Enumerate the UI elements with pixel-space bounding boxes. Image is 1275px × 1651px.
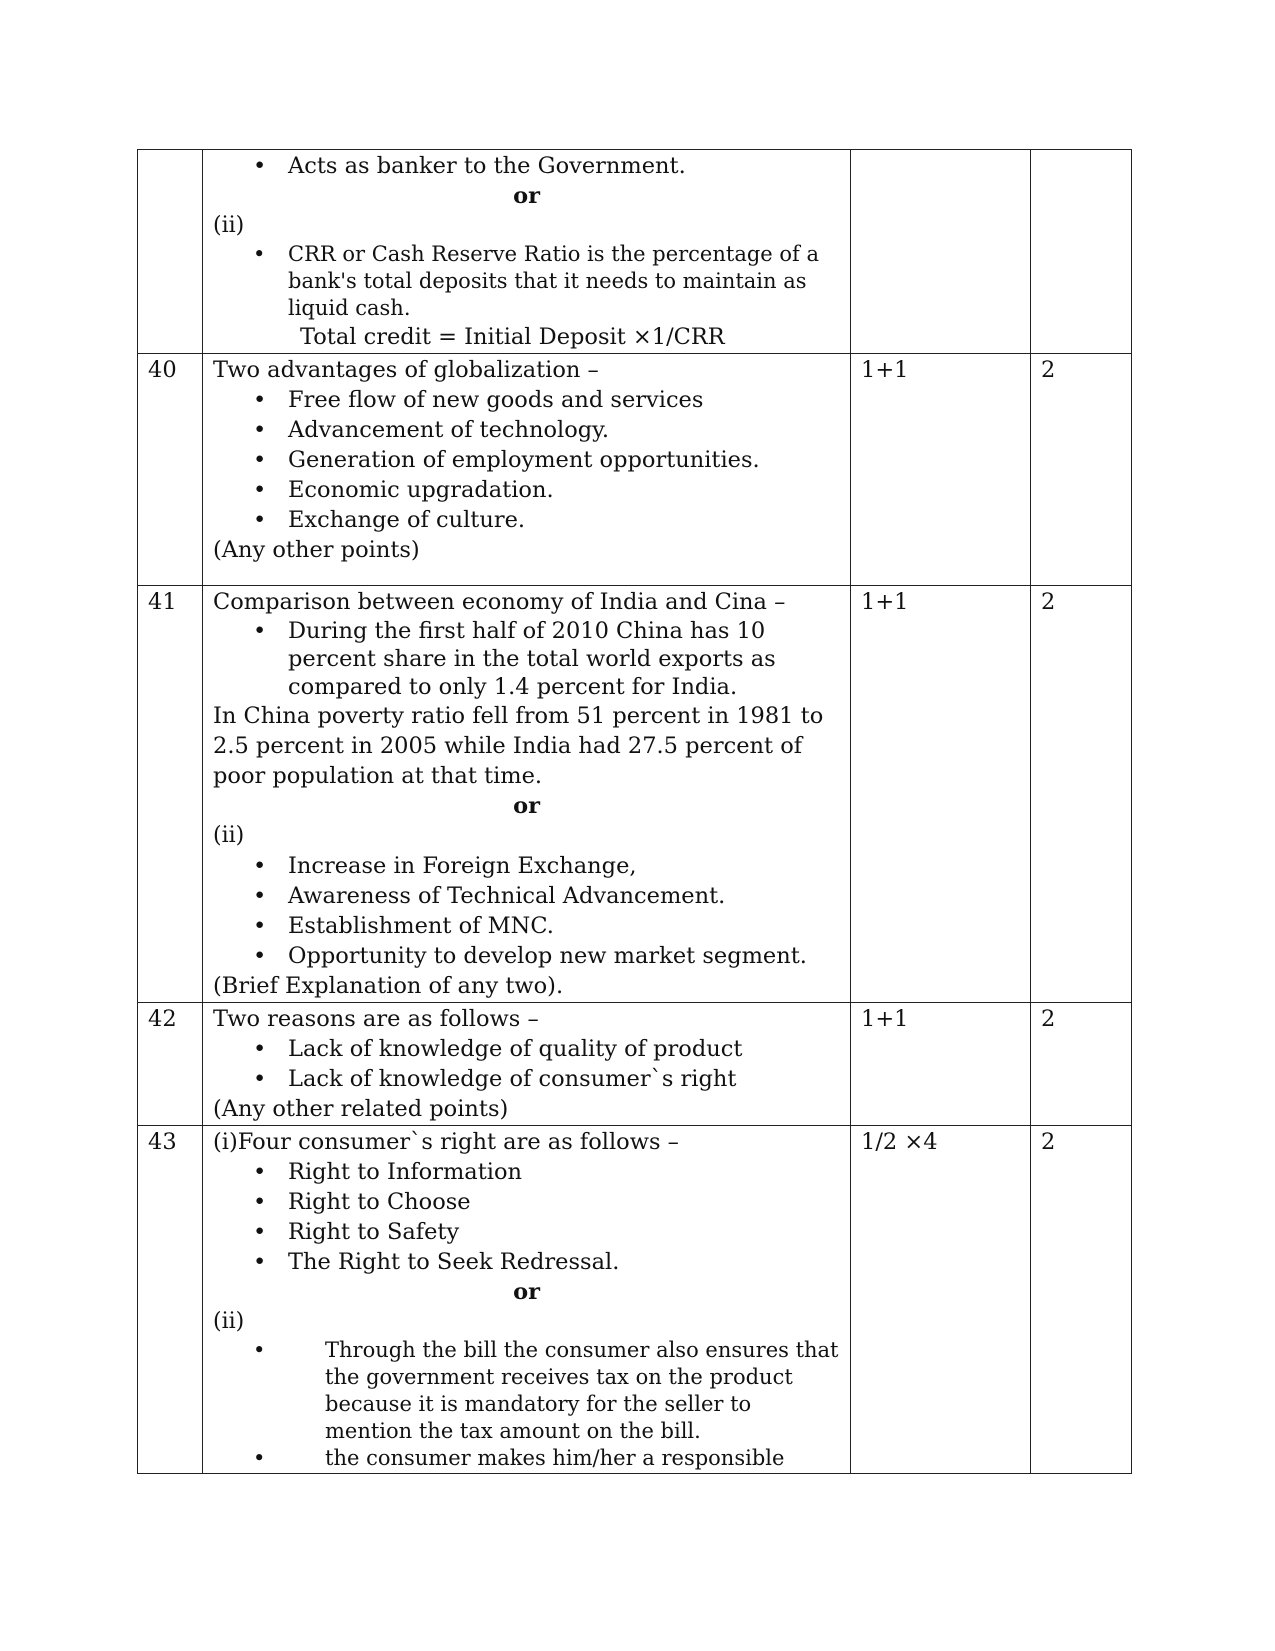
bullet-item: • During the first half of 2010 China has 10 percent share in the total world exports as compared to only 1.4 percent for India. bbox=[213, 617, 840, 701]
bullet-item: • Free flow of new goods and services bbox=[213, 385, 840, 415]
sub-part-label: (ii) bbox=[213, 1309, 245, 1334]
answer-heading: Two reasons are as follows – bbox=[213, 1006, 539, 1032]
question-number: 42 bbox=[138, 1003, 203, 1126]
answer-cell bbox=[203, 1003, 851, 1126]
marks-split: 1+1 bbox=[851, 354, 1031, 586]
sub-part-label: (ii) bbox=[213, 213, 245, 238]
bullet-item: • Increase in Foreign Exchange, bbox=[213, 851, 840, 881]
question-number: 40 bbox=[138, 354, 203, 586]
bullet-item: • Lack of knowledge of consumer`s right bbox=[213, 1064, 840, 1094]
marks-split bbox=[851, 150, 1031, 354]
total-marks: 2 bbox=[1031, 354, 1132, 586]
marks-split: 1+1 bbox=[851, 1003, 1031, 1126]
formula: Total credit = Initial Deposit ×1/CRR bbox=[300, 324, 725, 350]
marks-split: 1+1 bbox=[851, 586, 1031, 1003]
table-row bbox=[138, 1003, 1132, 1126]
or-separator: or bbox=[513, 183, 540, 209]
answer-note: (Any other related points) bbox=[213, 1096, 509, 1122]
answer-paragraph: In China poverty ratio fell from 51 percent in 1981 to 2.5 percent in 2005 while India had 27.5 percent of poor population at that time. bbox=[213, 703, 824, 789]
or-separator: or bbox=[513, 793, 540, 819]
bullet-item: • Lack of knowledge of quality of product bbox=[213, 1034, 840, 1064]
bullet-item: • Right to Safety bbox=[213, 1217, 840, 1247]
table-row bbox=[138, 150, 1132, 354]
bullet-item: • Establishment of MNC. bbox=[213, 911, 840, 941]
answer-cell bbox=[203, 1126, 851, 1474]
total-marks: 2 bbox=[1031, 586, 1132, 1003]
answer-note: (Any other points) bbox=[213, 537, 420, 563]
bullet-item: • the consumer makes him/her a responsible bbox=[213, 1445, 840, 1472]
answer-cell bbox=[203, 586, 851, 1003]
question-number: 41 bbox=[138, 586, 203, 1003]
total-marks bbox=[1031, 150, 1132, 354]
answer-heading: Comparison between economy of India and Cina – bbox=[213, 589, 786, 615]
answer-cell bbox=[203, 150, 851, 354]
bullet-item: • CRR or Cash Reserve Ratio is the percentage of a bank's total deposits that it needs to maintain as liquid cash. bbox=[213, 241, 840, 322]
total-marks: 2 bbox=[1031, 1126, 1132, 1474]
marks-split: 1/2 ×4 bbox=[851, 1126, 1031, 1474]
bullet-item: • Right to Information bbox=[213, 1157, 840, 1187]
question-number bbox=[138, 150, 203, 354]
bullet-item: • Exchange of culture. bbox=[213, 505, 840, 535]
bullet-item: • Awareness of Technical Advancement. bbox=[213, 881, 840, 911]
or-separator: or bbox=[513, 1279, 540, 1305]
bullet-item: • The Right to Seek Redressal. bbox=[213, 1247, 840, 1277]
bullet-item: • Opportunity to develop new market segment. bbox=[213, 941, 840, 971]
bullet-item: • Acts as banker to the Government. bbox=[213, 151, 840, 181]
bullet-item: • Economic upgradation. bbox=[213, 475, 840, 505]
bullet-item: • Through the bill the consumer also ensures that the government receives tax on the product because it is mandatory for the seller to mention the tax amount on the bill. bbox=[213, 1337, 840, 1445]
table-row bbox=[138, 354, 1132, 586]
answer-cell bbox=[203, 354, 851, 586]
total-marks: 2 bbox=[1031, 1003, 1132, 1126]
question-number: 43 bbox=[138, 1126, 203, 1474]
table-row bbox=[138, 1126, 1132, 1474]
bullet-item: • Generation of employment opportunities. bbox=[213, 445, 840, 475]
sub-part-label: (ii) bbox=[213, 823, 245, 848]
table-row bbox=[138, 586, 1132, 1003]
answer-heading: Two advantages of globalization – bbox=[213, 357, 599, 383]
answer-heading: (i)Four consumer`s right are as follows – bbox=[213, 1129, 679, 1155]
bullet-item: • Advancement of technology. bbox=[213, 415, 840, 445]
marking-scheme-table bbox=[137, 149, 1132, 1474]
bullet-item: • Right to Choose bbox=[213, 1187, 840, 1217]
answer-note: (Brief Explanation of any two). bbox=[213, 973, 564, 999]
